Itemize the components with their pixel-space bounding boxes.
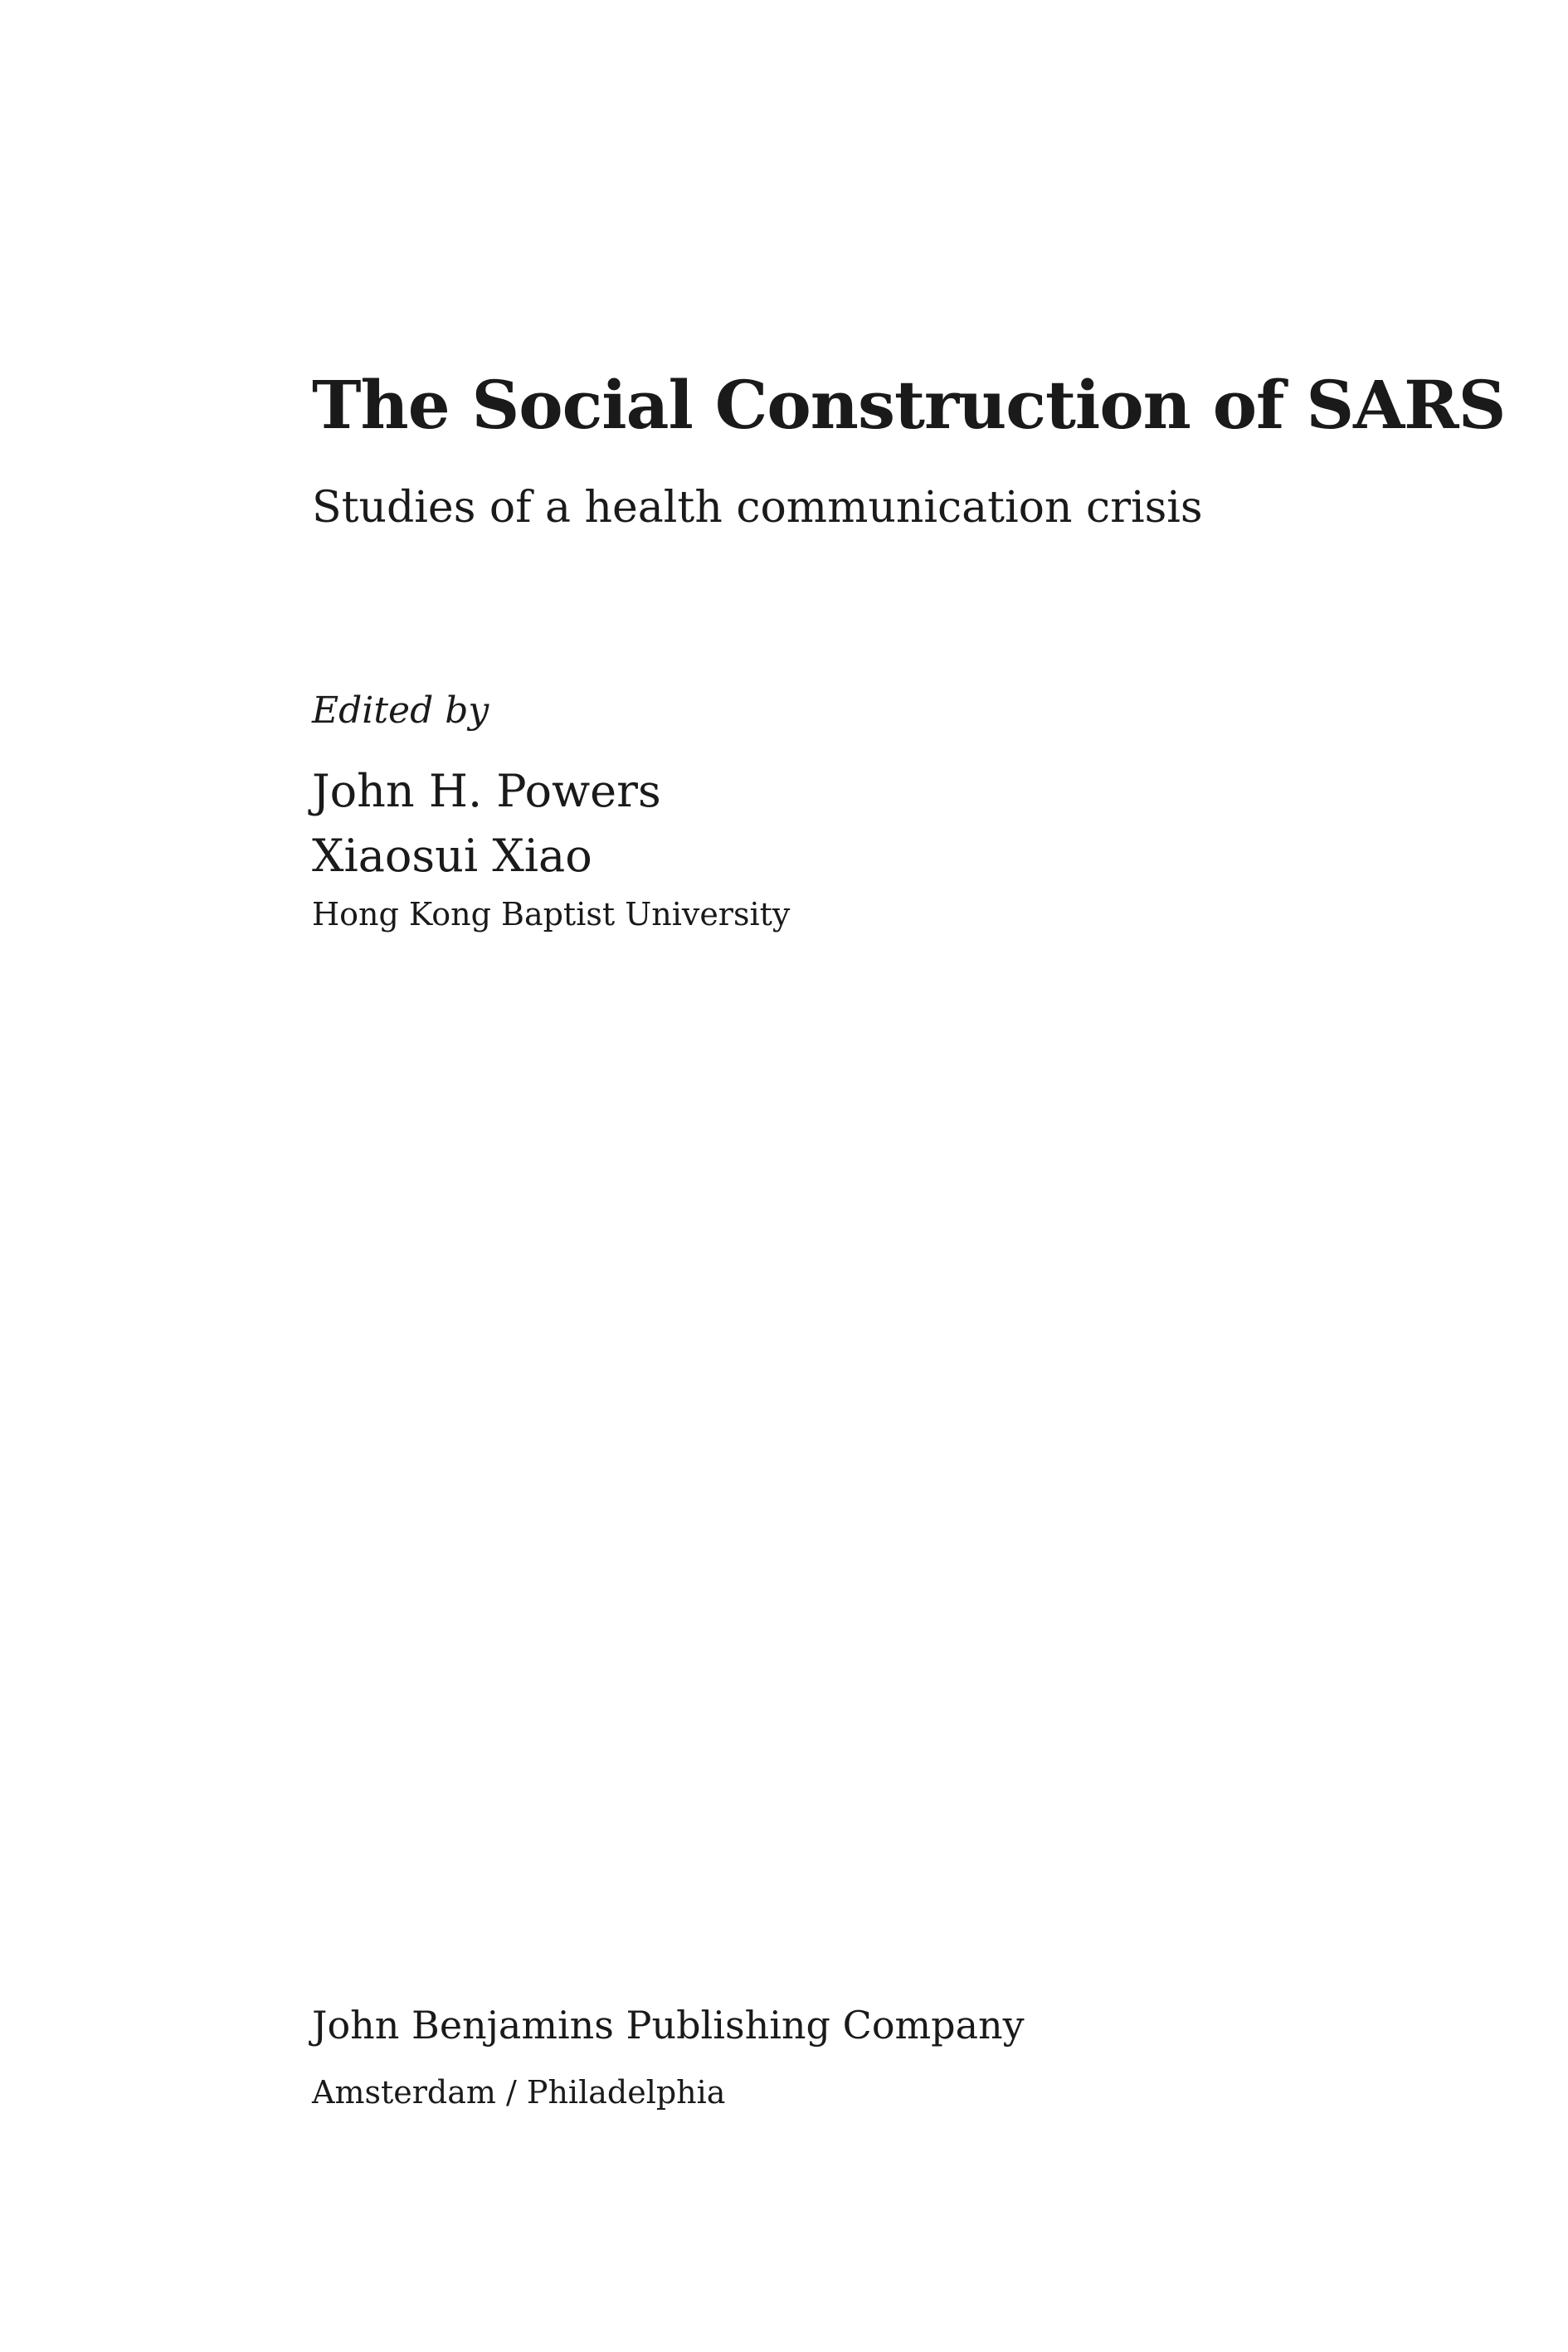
publisher-cities: Amsterdam / Philadelphia (312, 2074, 726, 2111)
book-subtitle: Studies of a health communication crisis (312, 483, 1203, 533)
editor-affiliation: Hong Kong Baptist University (312, 896, 791, 933)
editor-name: John H. Powers (312, 765, 661, 817)
book-title: The Social Construction of SARS (312, 366, 1506, 444)
edited-by-label: Edited by (312, 689, 489, 732)
editor-name: Xiaosui Xiao (312, 830, 592, 882)
publisher-name: John Benjamins Publishing Company (312, 2003, 1025, 2048)
